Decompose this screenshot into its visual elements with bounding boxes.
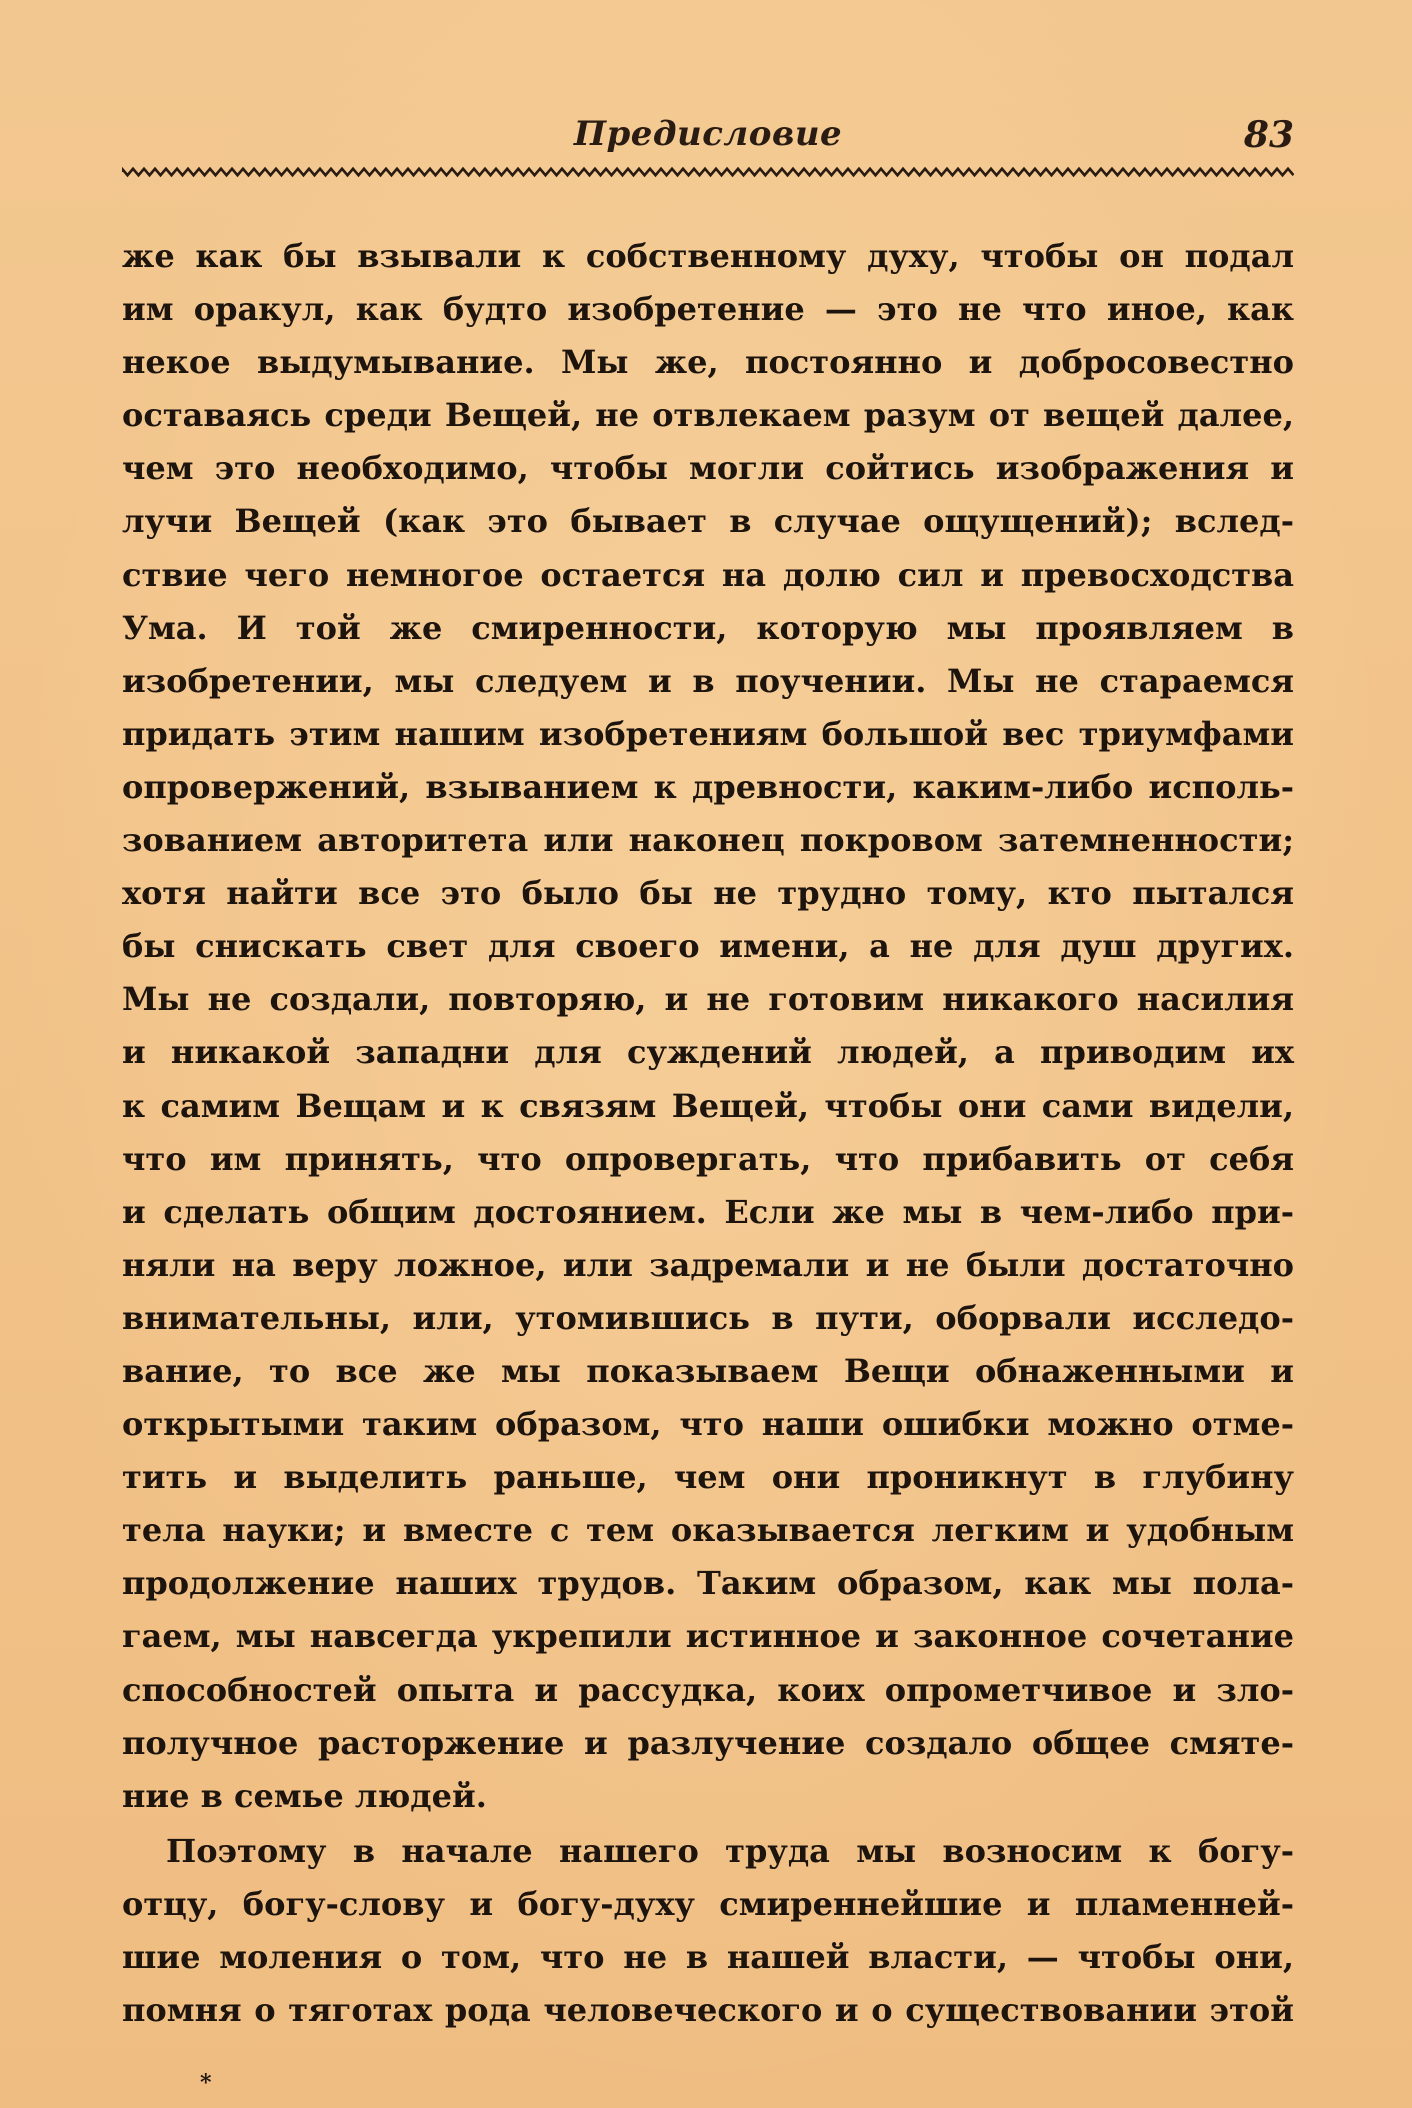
- text-line: придать этим нашим изобретениям большой вес триумфами: [122, 714, 1294, 753]
- text-line: лучи Вещей (как это бывает в случае ощущений); вслед-: [122, 502, 1294, 541]
- text-line: тела науки; и вместе с тем оказывается легким и удобным: [122, 1511, 1294, 1550]
- text-line: получное расторжение и разлучение создало общее смяте-: [122, 1723, 1294, 1762]
- footer-mark: *: [200, 2070, 212, 2096]
- text-line: зованием авторитета или наконец покровом затемненности;: [122, 821, 1294, 860]
- text-line: Поэтому в начале нашего труда мы возносим к богу-: [166, 1831, 1294, 1870]
- text-line: оставаясь среди Вещей, не отвлекаем разум от вещей далее,: [122, 396, 1294, 435]
- text-line: отцу, богу-слову и богу-духу смиреннейшие и пламенней-: [122, 1884, 1294, 1923]
- text-line: изобретении, мы следуем и в поучении. Мы не стараемся: [122, 661, 1294, 700]
- text-line: и никакой западни для суждений людей, а приводим их: [122, 1033, 1294, 1072]
- text-line: опровержений, взыванием к древности, каким-либо исполь-: [122, 767, 1294, 806]
- text-line: им оракул, как будто изобретение — это не что иное, как: [122, 290, 1294, 329]
- text-line: хотя найти все это было бы не трудно тому, кто пытался: [122, 874, 1294, 913]
- text-line: ствие чего немногое остается на долю сил и превосходства: [122, 555, 1294, 594]
- text-line: Мы не создали, повторяю, и не готовим никакого насилия: [122, 980, 1294, 1019]
- text-line: шие моления о том, что не в нашей власти, — чтобы они,: [122, 1938, 1294, 1976]
- body-text: [122, 230, 1294, 2037]
- text-line: некое выдумывание. Мы же, постоянно и добросовестно: [122, 343, 1294, 382]
- page-header: [122, 106, 1294, 166]
- text-line: способностей опыта и рассудка, коих опрометчивое и зло-: [122, 1670, 1294, 1709]
- decorative-wavy-rule: [122, 166, 1294, 178]
- paragraph-1: [122, 230, 1294, 1823]
- text-line: бы снискать свет для своего имени, а не для душ других.: [122, 927, 1294, 966]
- text-line: внимательны, или, утомившись в пути, оборвали исследо-: [122, 1298, 1294, 1337]
- text-line: к самим Вещам и к связям Вещей, чтобы они сами видели,: [122, 1086, 1294, 1125]
- text-line: няли на веру ложное, или задремали и не были достаточно: [122, 1245, 1294, 1284]
- text-line: и сделать общим достоянием. Если же мы в чем-либо при-: [122, 1192, 1294, 1231]
- page-number: 83: [1243, 114, 1294, 156]
- running-title: Предисловие: [573, 114, 843, 154]
- text-line: Ума. И той же смиренности, которую мы проявляем в: [122, 608, 1294, 647]
- text-line: помня о тяготах рода человеческого и о существовании этой: [122, 1991, 1294, 2030]
- text-line: гаем, мы навсегда укрепили истинное и законное сочетание: [122, 1617, 1294, 1656]
- text-line: ние в семье людей.: [122, 1776, 487, 1815]
- text-line: открытыми таким образом, что наши ошибки можно отме-: [122, 1405, 1294, 1444]
- text-line: продолжение наших трудов. Таким образом, как мы пола-: [122, 1564, 1294, 1603]
- paragraph-2: [122, 1825, 1294, 2037]
- text-line: тить и выделить раньше, чем они проникнут в глубину: [122, 1458, 1294, 1497]
- text-line: же как бы взывали к собственному духу, чтобы он подал: [122, 237, 1294, 275]
- text-line: что им принять, что опровергать, что прибавить от себя: [122, 1139, 1294, 1178]
- text-line: чем это необходимо, чтобы могли сойтись изображения и: [122, 449, 1294, 488]
- text-line: вание, то все же мы показываем Вещи обнаженными и: [122, 1351, 1294, 1390]
